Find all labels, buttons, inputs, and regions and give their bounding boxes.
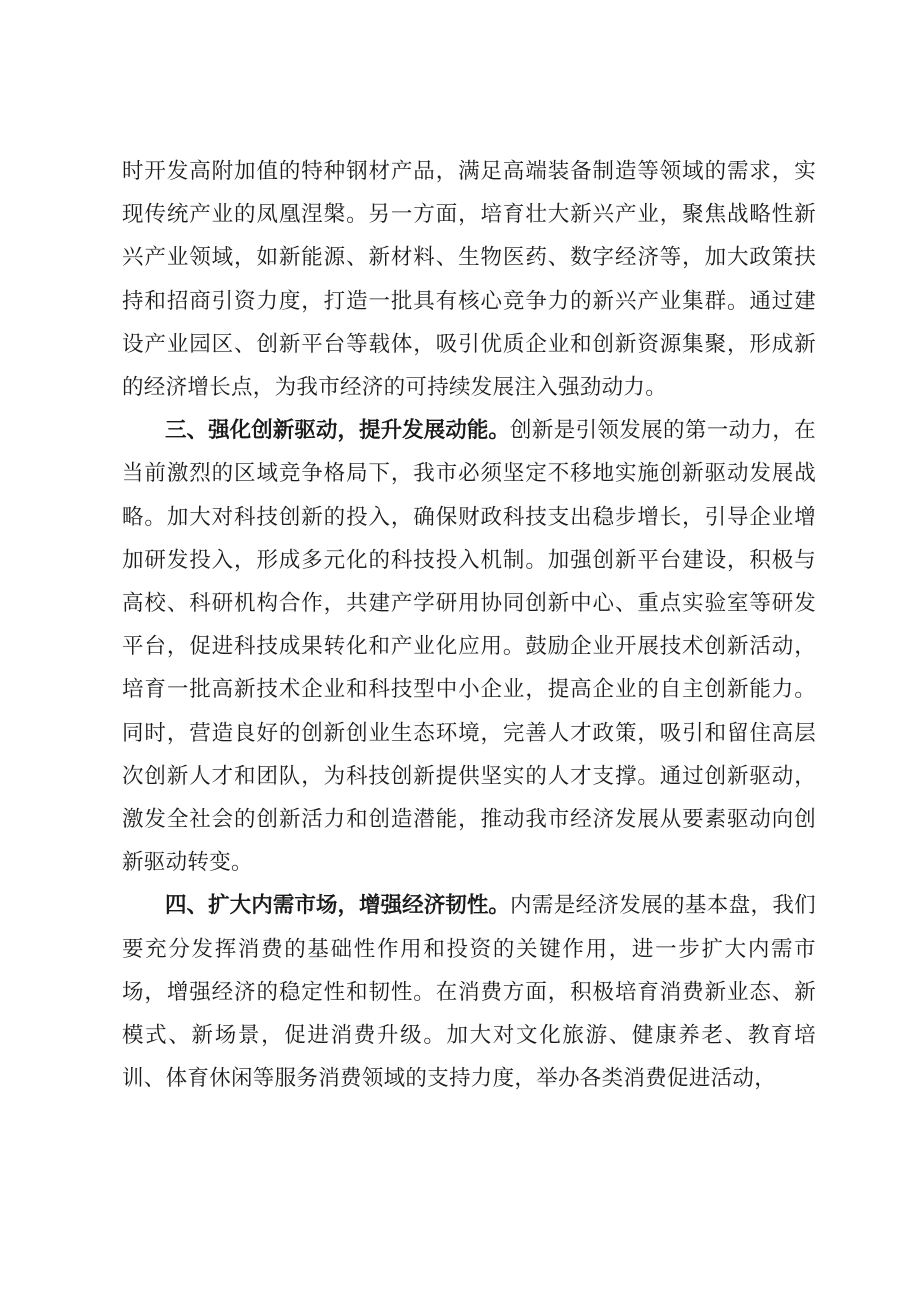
paragraph-body: 内需是经济发展的基本盘，我们要充分发挥消费的基础性作用和投资的关键作用，进一步扩大内需市场，增强经济的稳定性和韧性。在消费方面，积极培育消费新业态、新模式、新场景，促进消费升级。加大对文化旅游、健康养老、教育培训、体育休闲等服务消费领域的支持力度，举办各类消费促进活动，: [122, 893, 816, 1092]
paragraph-body: 创新是引领发展的第一动力，在当前激烈的区域竞争格局下，我市必须坚定不移地实施创新驱动发展战略。加大对科技创新的投入，确保财政科技支出稳步增长，引导企业增加研发投入，形成多元化的科技投入机制。加强创新平台建设，积极与高校、科研机构合作，共建产学研用协同创新中心、重点实验室等研发平台，促进科技成果转化和产业化应用。鼓励企业开展技术创新活动，培育一批高新技术企业和科技型中小企业，提高企业的自主创新能力。同时，营造良好的创新创业生态环境，完善人才政策，吸引和留住高层次创新人才和团队，为科技创新提供坚实的人才支撑。通过创新驱动，激发全社会的创新活力和创造潜能，推动我市经济发展从要素驱动向创新驱动转变。: [122, 418, 816, 876]
section-heading: 三、强化创新驱动，提升发展动能。: [165, 418, 510, 444]
section-heading: 四、扩大内需市场，增强经济韧性。: [165, 893, 510, 919]
paragraph-section-four: [122, 884, 816, 1100]
paragraph-body: 时开发高附加值的特种钢材产品，满足高端装备制造等领域的需求，实现传统产业的凤凰涅槃。另一方面，培育壮大新兴产业，聚焦战略性新兴产业领域，如新能源、新材料、生物医药、数字经济等，加大政策扶持和招商引资力度，打造一批具有核心竞争力的新兴产业集群。通过建设产业园区、创新平台等载体，吸引优质企业和创新资源集聚，形成新的经济增长点，为我市经济的可持续发展注入强劲动力。: [122, 159, 816, 401]
document-body: [122, 150, 816, 1100]
paragraph-continuation: [122, 150, 816, 409]
paragraph-section-three: [122, 409, 816, 884]
